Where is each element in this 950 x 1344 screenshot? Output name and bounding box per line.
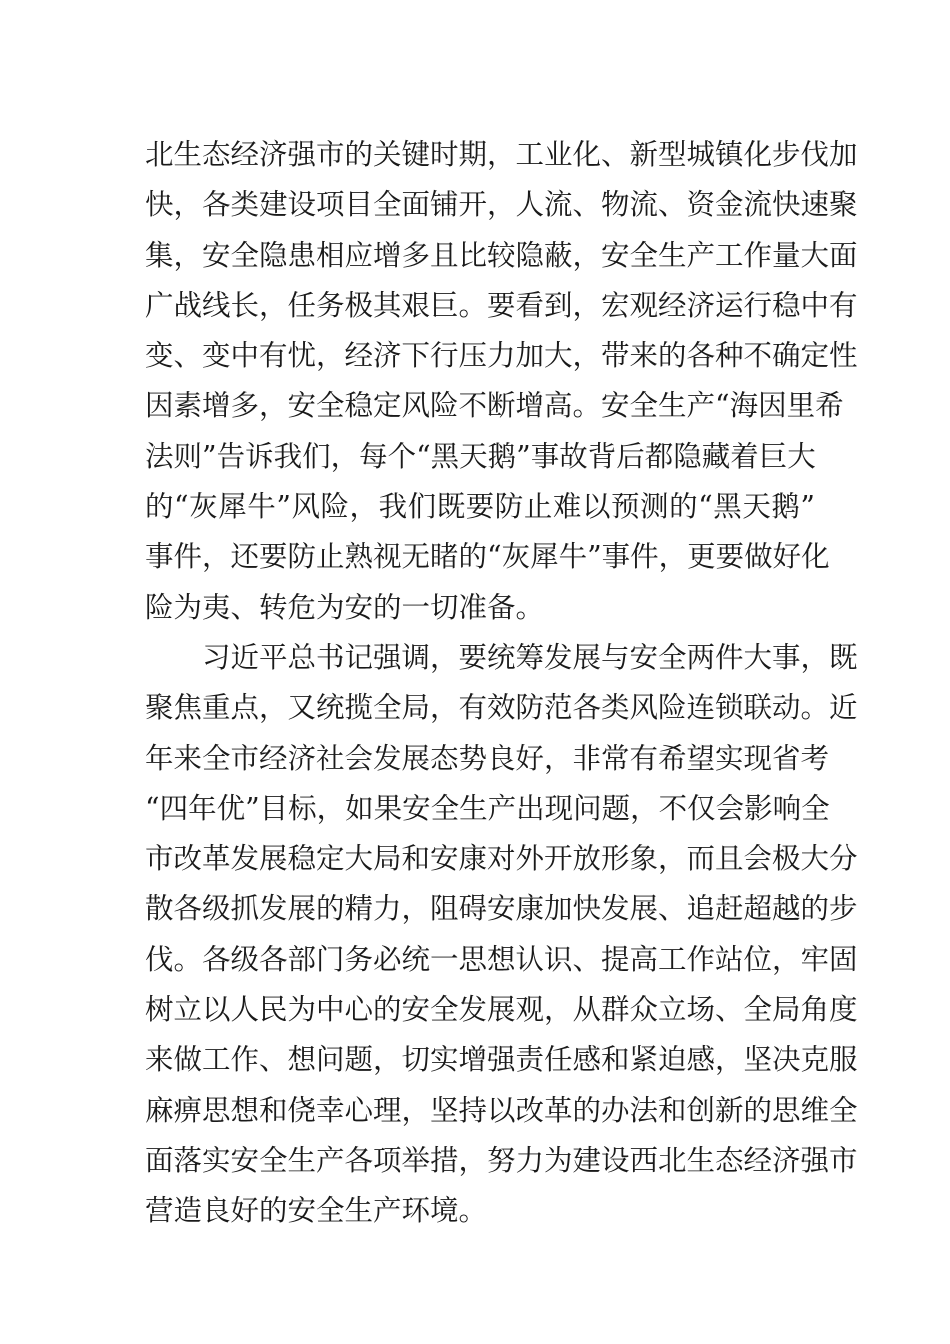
text-line: 伐。各级各部门务必统一思想认识、提高工作站位，牢固	[145, 942, 858, 976]
text-line: 市改革发展稳定大局和安康对外开放形象，而且会极大分	[145, 842, 858, 876]
text-line: 因素增多，安全稳定风险不断增高。安全生产“海因里希	[145, 389, 844, 423]
text-line: 年来全市经济社会发展态势良好，非常有希望实现省考	[145, 741, 830, 775]
text-line: 聚焦重点，又统揽全局，有效防范各类风险连锁联动。近	[145, 691, 858, 725]
text-line: 面落实安全生产各项举措，努力为建设西北生态经济强市	[145, 1143, 858, 1177]
paragraph-2	[145, 633, 858, 1237]
text-line: 事件，还要防止熟视无睹的“灰犀牛”事件，更要做好化	[145, 540, 830, 574]
text-line: 营造良好的安全生产环境。	[145, 1194, 488, 1228]
text-line: 险为夷、转危为安的一切准备。	[145, 590, 545, 624]
text-line: 广战线长，任务极其艰巨。要看到，宏观经济运行稳中有	[145, 288, 858, 322]
text-line: 来做工作、想问题，切实增强责任感和紧迫感，坚决克服	[145, 1043, 858, 1077]
text-line: 习近平总书记强调，要统筹发展与安全两件大事，既	[202, 640, 858, 674]
text-line: 变、变中有忧，经济下行压力加大，带来的各种不确定性	[145, 339, 858, 373]
text-line: 树立以人民为中心的安全发展观，从群众立场、全局角度	[145, 993, 858, 1027]
text-line: 散各级抓发展的精力，阻碍安康加快发展、追赶超越的步	[145, 892, 858, 926]
text-line: “四年优”目标，如果安全生产出现问题，不仅会影响全	[145, 791, 830, 825]
text-line: 法则”告诉我们，每个“黑天鹅”事故背后都隐藏着巨大	[145, 439, 816, 473]
text-line: 集，安全隐患相应增多且比较隐蔽，安全生产工作量大面	[145, 238, 858, 272]
text-line: 的“灰犀牛”风险，我们既要防止难以预测的“黑天鹅”	[145, 490, 815, 524]
document-body	[145, 130, 858, 1237]
text-line: 麻痹思想和侥幸心理，坚持以改革的办法和创新的思维全	[145, 1093, 858, 1127]
text-line: 北生态经济强市的关键时期，工业化、新型城镇化步伐加	[145, 138, 858, 171]
paragraph-1	[145, 130, 858, 633]
text-line: 快，各类建设项目全面铺开，人流、物流、资金流快速聚	[145, 188, 858, 222]
